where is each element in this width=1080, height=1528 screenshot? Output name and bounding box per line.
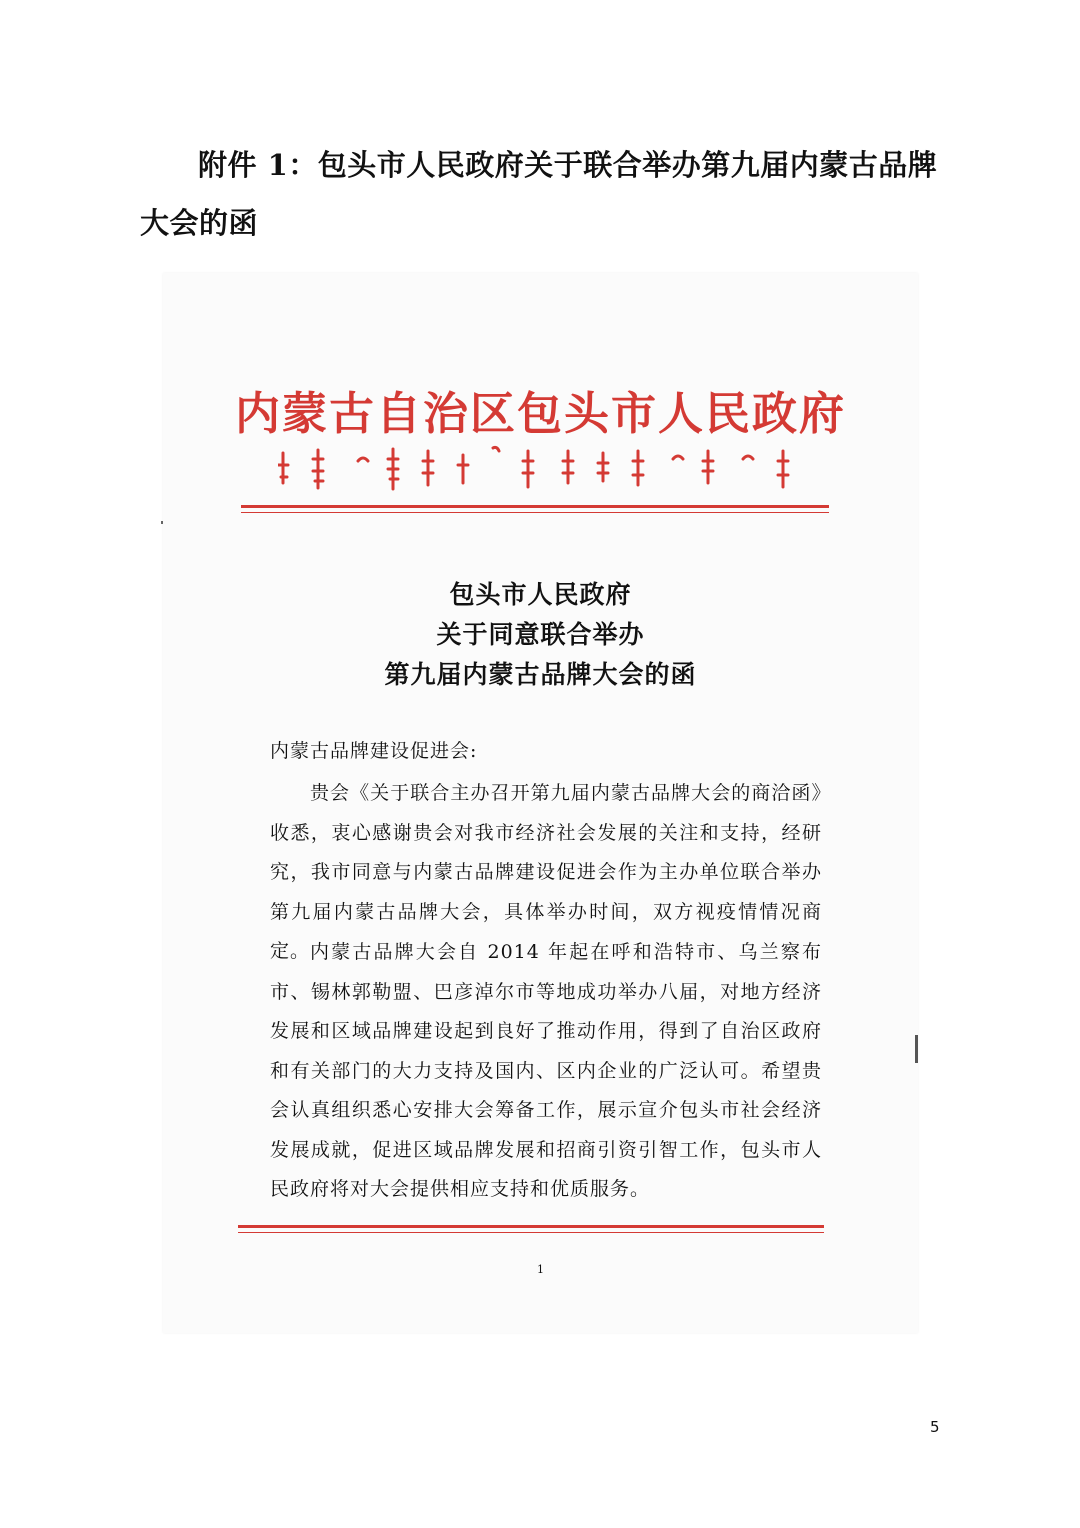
letter-title-line-1: 包头市人民政府	[449, 580, 632, 609]
page-number: 5	[930, 1418, 940, 1436]
letterhead-rule-thin	[241, 512, 829, 513]
scanned-letter	[163, 273, 918, 1333]
letter-title-line-2: 关于同意联合举办	[436, 620, 645, 649]
footer-rule-thick	[238, 1225, 824, 1228]
letter-title-line-3: 第九届内蒙古品牌大会的函	[384, 660, 697, 689]
letter-salutation: 内蒙古品牌建设促进会:	[270, 740, 478, 762]
attachment-title: 附件 1：包头市人民政府关于联合举办第九届内蒙古品牌大会的函	[140, 148, 938, 240]
letter-paragraph-1: 贵会《关于联合主办召开第九届内蒙古品牌大会的商洽函》收悉，衷心感谢贵会对我市经济社会发展的关注和支持，经研究，我市同意与内蒙古品牌建设促进会作为主办单位联合举办第九届内蒙古品牌大会，具体举办时间，双方视疫情情况商定。	[270, 782, 822, 962]
mongolian-script-line	[278, 445, 798, 495]
letter-paragraph-2: 内蒙古品牌大会自 2014 年起在呼和浩特市、乌兰察布市、锡林郭勒盟、巴彦淖尔市等地成功举办八届，对地方经济发展和区域品牌建设起到良好了推动作用，得到了自治区政府和有关部门的大力支持及国内、区内企业的广泛认可。希望贵会认真组织悉心安排大会筹备工作，展示宣介包头市社会经济发展成就，促进区域品牌发展和招商引资引智工作，包头市人民政府将对大会提供相应支持和优质服务。	[270, 941, 822, 1200]
letterhead-rule-thick	[241, 505, 829, 508]
letterhead-title: 内蒙古自治区包头市人民政府	[234, 387, 846, 440]
scan-page-number: 1	[537, 1263, 544, 1276]
scan-edge-mark	[915, 1035, 918, 1063]
footer-rule-thin	[238, 1232, 824, 1233]
